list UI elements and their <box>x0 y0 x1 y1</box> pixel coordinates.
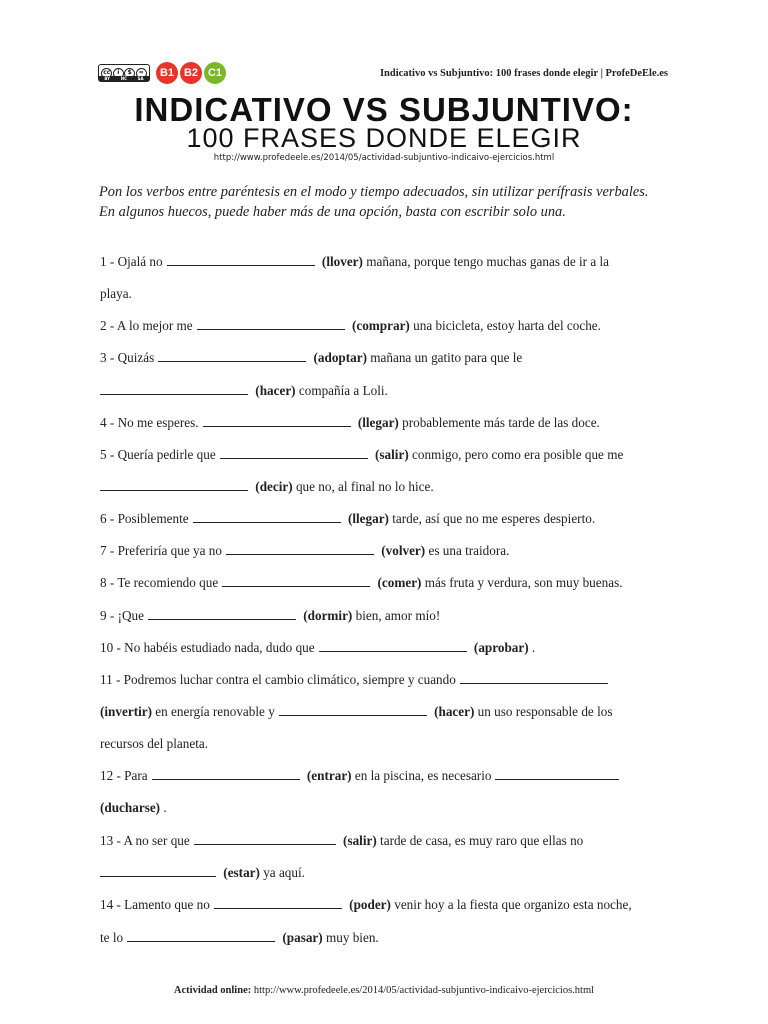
verb-hint: (comprar) <box>351 318 410 333</box>
answer-blank[interactable] <box>100 863 216 877</box>
verb-hint: (ducharse) <box>100 800 161 815</box>
verb-hint: (pasar) <box>282 930 323 945</box>
exercise-6: 6 - Posiblemente (llegar) tarde, así que no me esperes despierto. <box>100 511 596 526</box>
exercise-14: 14 - Lamento que no (poder) venir hoy a la fiesta que organizo esta noche, <box>100 897 632 912</box>
level-badge-c1: C1 <box>204 62 226 84</box>
verb-hint: (llegar) <box>347 511 389 526</box>
verb-hint: (salir) <box>375 447 409 462</box>
verb-hint: (adoptar) <box>313 350 367 365</box>
exercise-5-cont: (decir) que no, al final no lo hice. <box>100 477 680 497</box>
answer-blank[interactable] <box>167 252 315 266</box>
verb-hint: (estar) <box>223 865 260 880</box>
answer-blank[interactable] <box>197 316 345 330</box>
verb-hint: (llegar) <box>357 415 399 430</box>
exercise-8: 8 - Te recomiendo que (comer) más fruta y verdura, son muy buenas. <box>100 575 623 590</box>
exercise-11-cont-2: recursos del planeta. <box>100 736 209 751</box>
page-title: INDICATIVO VS SUBJUNTIVO: <box>134 91 634 128</box>
verb-hint: (dormir) <box>303 608 353 623</box>
answer-blank[interactable] <box>127 928 275 942</box>
cc-strip: BY NC SA <box>99 76 149 81</box>
level-badge-b1: B1 <box>156 62 178 84</box>
answer-blank[interactable] <box>279 702 427 716</box>
answer-blank[interactable] <box>495 766 619 780</box>
exercise-13: 13 - A no ser que (salir) tarde de casa, es muy raro que ellas no <box>100 833 584 848</box>
attribution-icon: i <box>113 68 124 79</box>
noncommercial-icon: $ <box>124 68 135 79</box>
answer-blank[interactable] <box>193 509 341 523</box>
exercise-13-cont: (estar) ya aquí. <box>100 863 680 883</box>
page-footer <box>0 985 768 996</box>
exercise-14-cont: te lo (pasar) muy bien. <box>100 930 379 945</box>
level-badge-b2: B2 <box>180 62 202 84</box>
verb-hint: (volver) <box>381 543 426 558</box>
verb-hint: (salir) <box>343 833 377 848</box>
exercise-12-cont: (ducharse) . <box>100 800 167 815</box>
exercise-1: 1 - Ojalá no (llover) mañana, porque tengo muchas ganas de ir a la <box>100 254 610 269</box>
verb-hint: (aprobar) <box>473 640 529 655</box>
exercise-4: 4 - No me esperes. (llegar) probablemente más tarde de las doce. <box>100 415 600 430</box>
sharealike-icon: = <box>136 68 147 79</box>
title-url-link[interactable]: http://www.profedeele.es/2014/05/actividad-subjuntivo-indicaivo-ejercicios.html <box>213 153 555 163</box>
exercise-2: 2 - A lo mejor me (comprar) una bicicleta, estoy harta del coche. <box>100 318 601 333</box>
verb-hint: (hacer) <box>434 704 475 719</box>
verb-hint: (decir) <box>255 479 293 494</box>
verb-hint: (comer) <box>377 575 422 590</box>
exercise-12: 12 - Para (entrar) en la piscina, es necesario <box>100 766 680 786</box>
cc-icon: cc <box>101 68 112 79</box>
answer-blank[interactable] <box>226 541 374 555</box>
exercise-5: 5 - Quería pedirle que (salir) conmigo, pero como era posible que me <box>100 447 624 462</box>
header-doc-label: Indicativo vs Subjuntivo: 100 frases donde elegir | ProfeDeEle.es <box>379 68 668 79</box>
answer-blank[interactable] <box>460 670 608 684</box>
verb-hint: (entrar) <box>306 768 352 783</box>
creative-commons-icon <box>98 64 150 82</box>
exercise-3-cont: (hacer) compañía a Loli. <box>100 381 680 401</box>
footer-url-link[interactable]: http://www.profedeele.es/2014/05/actividad-subjuntivo-indicaivo-ejercicios.html <box>253 985 595 996</box>
answer-blank[interactable] <box>222 573 370 587</box>
exercise-11-cont: (invertir) en energía renovable y (hacer) un uso responsable de los <box>100 704 613 719</box>
answer-blank[interactable] <box>100 381 248 395</box>
exercise-9: 9 - ¡Que (dormir) bien, amor mío! <box>100 608 441 623</box>
site-name[interactable]: ProfeDeEle.es <box>605 68 668 79</box>
answer-blank[interactable] <box>214 895 342 909</box>
verb-hint: (llover) <box>321 254 363 269</box>
exercise-7: 7 - Preferiría que ya no (volver) es una traidora. <box>100 543 510 558</box>
exercise-1-cont: playa. <box>100 286 132 301</box>
verb-hint: (hacer) <box>255 383 296 398</box>
verb-hint: (poder) <box>349 897 391 912</box>
answer-blank[interactable] <box>100 477 248 491</box>
answer-blank[interactable] <box>152 766 300 780</box>
answer-blank[interactable] <box>220 445 368 459</box>
answer-blank[interactable] <box>319 638 467 652</box>
answer-blank[interactable] <box>203 413 351 427</box>
exercise-11: 11 - Podremos luchar contra el cambio climático, siempre y cuando <box>100 670 680 690</box>
answer-blank[interactable] <box>194 831 336 845</box>
level-badges <box>156 62 226 84</box>
page-subtitle: 100 FRASES DONDE ELEGIR <box>186 123 582 153</box>
exercise-3: 3 - Quizás (adoptar) mañana un gatito para que le <box>100 350 523 365</box>
footer-label: Actividad online: <box>173 985 252 996</box>
verb-hint: (invertir) <box>100 704 152 719</box>
exercise-10: 10 - No habéis estudiado nada, dudo que (aprobar) . <box>100 640 536 655</box>
answer-blank[interactable] <box>158 348 306 362</box>
instructions: Pon los verbos entre paréntesis en el modo y tiempo adecuados, sin utilizar perífrasis verbales. En algunos huecos, puede haber más de una opción, basta con escribir solo una. <box>99 184 649 220</box>
answer-blank[interactable] <box>148 606 296 620</box>
page-header <box>98 62 668 86</box>
